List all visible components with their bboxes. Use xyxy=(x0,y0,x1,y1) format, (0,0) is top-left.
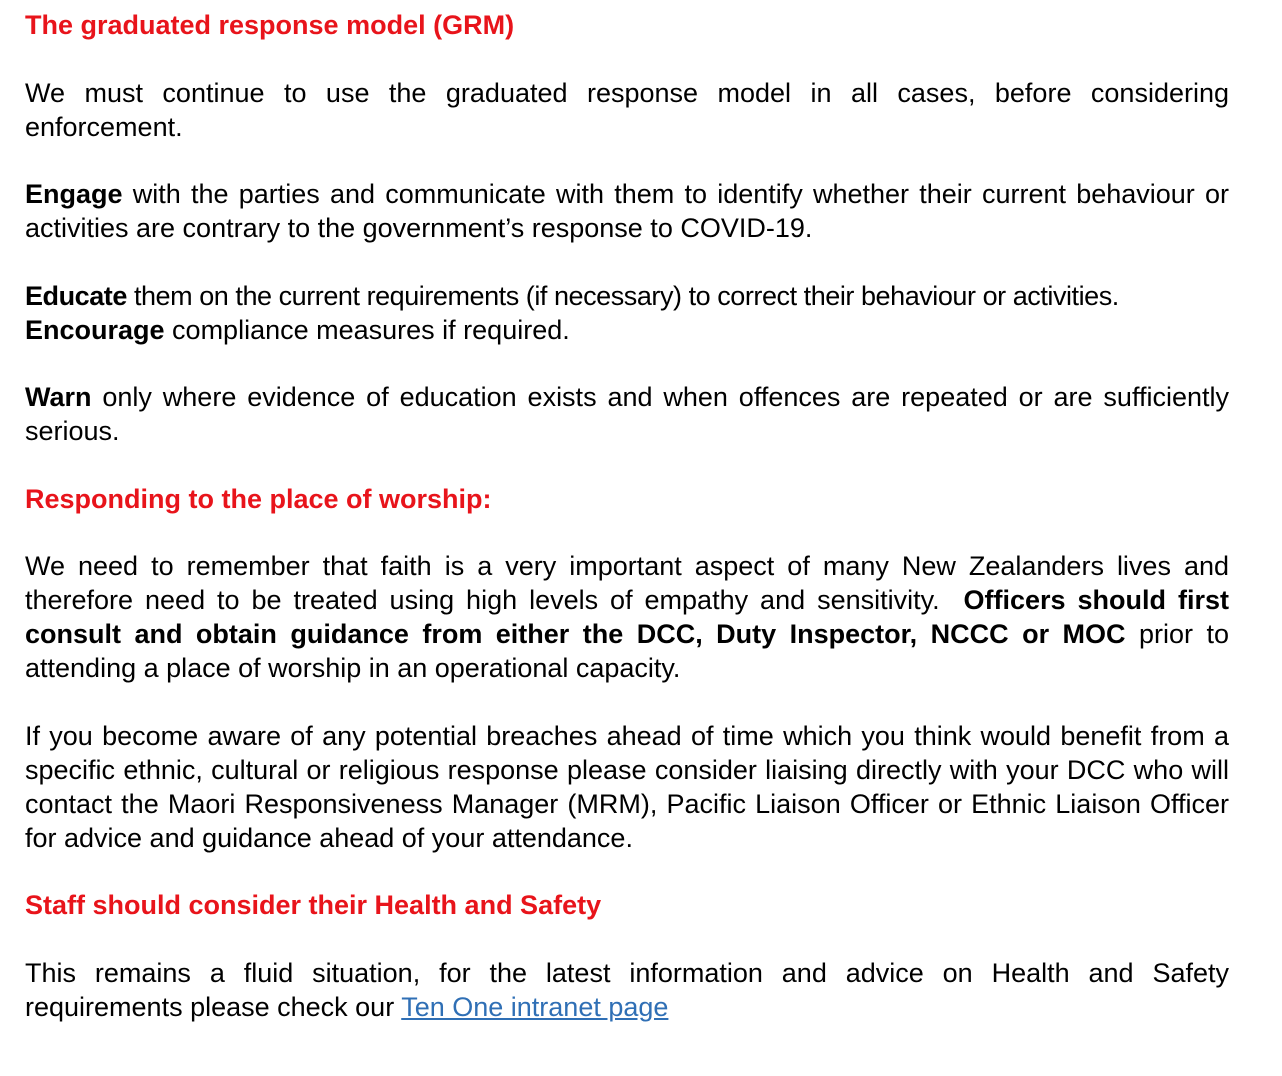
safety-heading: Staff should consider their Health and Safety xyxy=(25,890,602,920)
warn-text: only where evidence of education exists and when offences are repeated or are sufficiently serious. xyxy=(25,382,1229,446)
spacer xyxy=(25,347,1229,381)
educate-text: them on the current requirements (if necessary) to correct their behaviour or activities. xyxy=(126,280,1119,311)
worship-p1-text: We need to remember that faith is a very important aspect of many New Zealanders lives and therefore need to be treated using high levels of empathy and sensitivity. xyxy=(25,551,1237,615)
educate-keyword: Educate xyxy=(25,280,127,311)
encourage-text: compliance measures if required. xyxy=(164,314,570,345)
worship-paragraph-2: If you become aware of any potential breaches ahead of time which you think would benefit from a specific ethnic, cultural or religious response please consider liaising directly with your DCC who will contact the Maori Responsiveness Manager (MRM), Pacific Liaison Officer or Ethnic Liaison Officer for advice and guidance ahead of your attendance. xyxy=(25,720,1229,853)
engage-paragraph xyxy=(25,177,1229,245)
spacer xyxy=(25,922,1229,956)
spacer xyxy=(25,685,1229,719)
encourage-paragraph xyxy=(25,313,1229,347)
warn-keyword: Warn xyxy=(25,382,92,412)
spacer xyxy=(25,516,1229,550)
spacer xyxy=(25,855,1229,889)
educate-paragraph xyxy=(25,279,1229,313)
spacer xyxy=(25,42,1229,76)
safety-text: This remains a fluid situation, for the latest information and advice on Health and Safety requirements please check our xyxy=(25,957,1229,1022)
spacer xyxy=(25,245,1229,279)
document-page xyxy=(25,8,1237,1024)
intranet-link[interactable]: Ten One intranet page xyxy=(401,991,669,1022)
worship-p1-tail: prior to attending a place of worship in an operational capacity. xyxy=(25,619,1229,683)
worship-heading: Responding to the place of worship: xyxy=(25,483,492,514)
safety-paragraph xyxy=(25,956,1229,1024)
worship-p1-bold: Officers should first consult and obtain guidance from either the DCC, Duty Inspector, NCCC or MOC xyxy=(25,585,1229,649)
encourage-keyword: Encourage xyxy=(25,314,165,345)
engage-text: with the parties and communicate with them to identify whether their current behaviour or activities are contrary to the government’s response to COVID-19. xyxy=(25,179,1229,243)
spacer xyxy=(25,144,1229,178)
engage-keyword: Engage xyxy=(25,179,123,209)
grm-intro-paragraph: We must continue to use the graduated response model in all cases, before considering enforcement. xyxy=(25,77,1229,142)
worship-paragraph-1 xyxy=(25,549,1237,685)
spacer xyxy=(25,448,1229,482)
warn-paragraph xyxy=(25,380,1229,448)
grm-heading: The graduated response model (GRM) xyxy=(25,10,515,40)
